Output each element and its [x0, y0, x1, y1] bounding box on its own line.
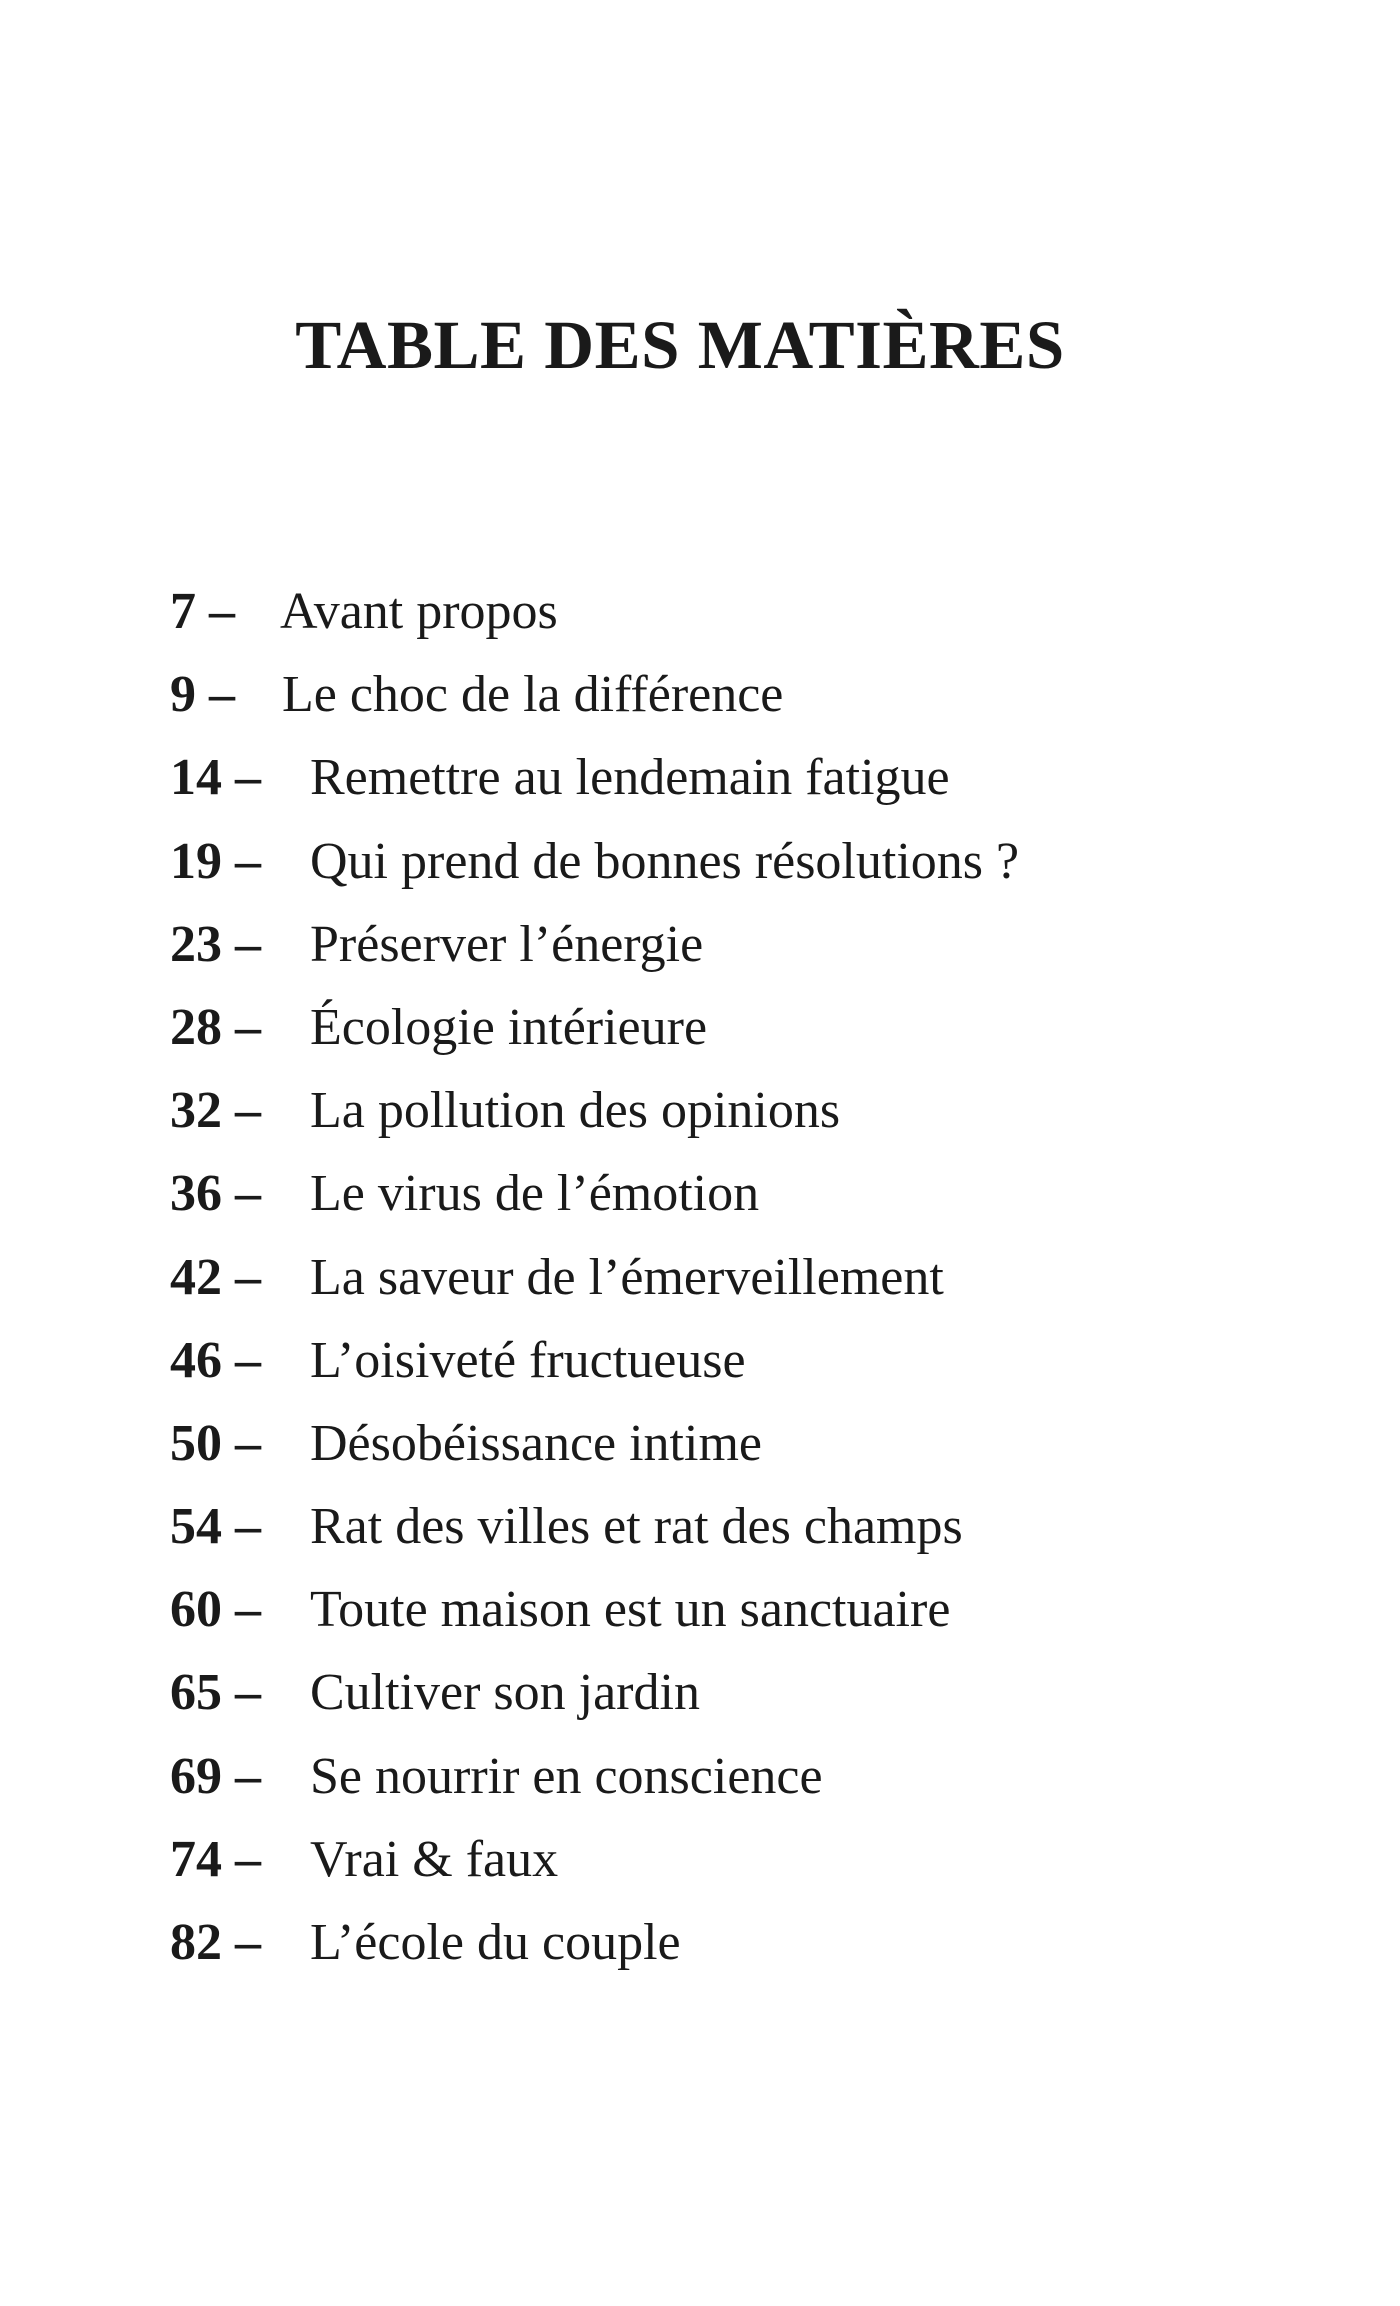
toc-page-number: 42 – — [170, 1248, 261, 1306]
toc-entry — [170, 1402, 1019, 1485]
toc-entry — [170, 653, 1019, 736]
toc-entry-label: Avant propos — [280, 583, 558, 640]
toc-entry — [170, 1319, 1019, 1402]
toc-entry — [170, 736, 1019, 819]
toc-entry-label: L’oisiveté fructueuse — [310, 1331, 746, 1389]
toc-page-number: 23 – — [170, 915, 261, 973]
toc-entry-label: Qui prend de bonnes résolutions ? — [310, 832, 1020, 890]
toc-entry-label: La pollution des opinions — [310, 1082, 841, 1140]
toc-entry — [170, 903, 1019, 986]
toc-entry — [170, 1236, 1019, 1319]
toc-entry — [170, 1651, 1019, 1734]
toc-page-number: 7 – — [170, 583, 235, 640]
toc-page-number: 82 – — [170, 1914, 261, 1971]
toc-page-number: 32 – — [170, 1082, 261, 1140]
toc-entry — [170, 570, 1019, 653]
toc-entry-label: Le choc de la différence — [282, 666, 784, 724]
toc-entry-label: La saveur de l’émerveillement — [310, 1248, 944, 1306]
toc-page-number: 9 – — [170, 666, 235, 724]
toc-entry-label: Toute maison est un sanctuaire — [310, 1581, 951, 1639]
toc-entry-label: Cultiver son jardin — [310, 1664, 700, 1722]
toc-page-number: 65 – — [170, 1664, 261, 1722]
toc-entry — [170, 1568, 1019, 1651]
toc-page-number: 69 – — [170, 1747, 261, 1805]
toc-page-number: 19 – — [170, 832, 261, 890]
toc-page-number: 36 – — [170, 1165, 261, 1223]
toc-entry-label: Le virus de l’émotion — [310, 1165, 760, 1223]
toc-entry — [170, 1818, 1019, 1901]
toc-entry — [170, 1735, 1019, 1818]
toc-entry-label: Désobéissance intime — [310, 1414, 762, 1472]
toc-entry-label: L’école du couple — [310, 1914, 681, 1971]
toc-page-number: 28 – — [170, 998, 261, 1056]
toc-entry — [170, 1069, 1019, 1152]
toc-title: TABLE DES MATIÈRES — [295, 307, 1065, 383]
toc-entry — [170, 1485, 1019, 1568]
toc-entry — [170, 986, 1019, 1069]
toc-page-number: 14 – — [170, 749, 261, 807]
toc-entry-label: Se nourrir en conscience — [310, 1747, 823, 1805]
toc-list — [170, 570, 1019, 1984]
toc-page-number: 54 – — [170, 1498, 261, 1556]
toc-entry — [170, 1152, 1019, 1235]
toc-page-number: 60 – — [170, 1581, 261, 1639]
toc-entry-label: Vrai & faux — [310, 1830, 559, 1888]
toc-entry-label: Rat des villes et rat des champs — [310, 1498, 963, 1556]
toc-page-number: 46 – — [170, 1331, 261, 1389]
toc-entry — [170, 1901, 1019, 1984]
toc-page-number: 50 – — [170, 1414, 261, 1472]
toc-entry-label: Écologie intérieure — [310, 998, 708, 1056]
toc-entry — [170, 820, 1019, 903]
toc-entry-label: Remettre au lendemain fatigue — [310, 749, 950, 807]
toc-entry-label: Préserver l’énergie — [310, 915, 704, 973]
toc-page-number: 74 – — [170, 1830, 261, 1888]
